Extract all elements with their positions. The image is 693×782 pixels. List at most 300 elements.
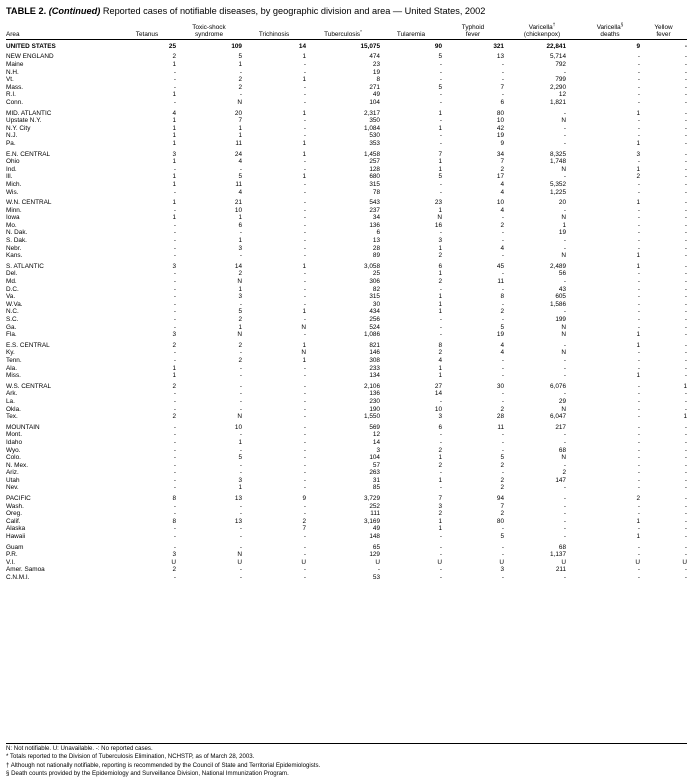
header-row [6, 21, 687, 40]
table-row [6, 260, 687, 271]
cell-typhoid: 9 [500, 139, 504, 147]
row-area-label: Wyo. [6, 446, 21, 454]
cell-yellow: - [684, 278, 687, 286]
cell-tularemia: 2 [438, 510, 442, 518]
cell-varicella_deaths: - [637, 543, 640, 551]
cell-varicella: 2,290 [550, 83, 566, 91]
cell-tss: - [239, 431, 242, 439]
cell-tetanus: - [173, 356, 176, 364]
row-area-label: Wash. [6, 502, 24, 510]
cell-yellow: - [684, 308, 687, 316]
cell-tuberculosis: 85 [372, 484, 380, 492]
table-row [6, 413, 687, 421]
table-row [6, 380, 687, 391]
table-row [6, 181, 687, 189]
cell-varicella: N [561, 323, 566, 331]
cell-varicella: 5,714 [550, 53, 566, 61]
cell-trichinosis: - [303, 300, 306, 308]
cell-typhoid: 80 [496, 517, 504, 525]
cell-yellow: - [684, 525, 687, 533]
cell-yellow: - [684, 262, 687, 270]
cell-tuberculosis: 680 [369, 173, 380, 181]
cell-tularemia: 1 [438, 364, 442, 372]
row-area-label: NEW ENGLAND [6, 53, 54, 61]
cell-typhoid: - [501, 469, 504, 477]
cell-varicella: 605 [555, 293, 566, 301]
cell-trichinosis: - [303, 502, 306, 510]
cell-tetanus: - [173, 308, 176, 316]
cell-tuberculosis: 263 [369, 469, 380, 477]
cell-tss: 21 [234, 199, 242, 207]
cell-trichinosis: - [303, 98, 306, 106]
row-area-label: Ala. [6, 364, 18, 372]
cell-varicella_deaths: - [637, 188, 640, 196]
cell-yellow: - [684, 285, 687, 293]
row-area-label: Maine [6, 61, 24, 68]
row-area-label: UNITED STATES [6, 42, 56, 50]
row-area-label: Conn. [6, 98, 24, 106]
cell-varicella_deaths: 1 [636, 517, 640, 525]
table-row [6, 207, 687, 215]
cell-tularemia: 23 [434, 199, 442, 207]
row-area-label: Mont. [6, 431, 22, 439]
row-area-label: Tenn. [6, 356, 22, 364]
cell-tetanus: 25 [168, 42, 176, 50]
cell-trichinosis: - [303, 221, 306, 229]
cell-trichinosis: - [303, 405, 306, 413]
cell-trichinosis: - [303, 91, 306, 99]
row-area-label: W.N. CENTRAL [6, 199, 52, 207]
cell-tetanus: U [171, 558, 176, 566]
cell-varicella: - [563, 173, 566, 181]
cell-yellow: - [684, 124, 687, 132]
cell-typhoid: 42 [496, 124, 504, 132]
table-row [6, 286, 687, 294]
table-row [6, 510, 687, 518]
cell-typhoid: - [501, 252, 504, 260]
cell-tss: 10 [234, 206, 242, 214]
cell-tetanus: 3 [172, 331, 176, 339]
cell-typhoid: - [501, 525, 504, 533]
cell-varicella: - [563, 308, 566, 316]
cell-tss: - [239, 405, 242, 413]
cell-trichinosis: - [303, 533, 306, 541]
table-row [6, 324, 687, 332]
cell-varicella: - [563, 438, 566, 446]
cell-tetanus: - [173, 229, 176, 237]
cell-tss: 6 [238, 221, 242, 229]
cell-typhoid: 8 [500, 293, 504, 301]
cell-tetanus: 1 [172, 139, 176, 147]
cell-tuberculosis: 57 [372, 461, 380, 469]
cell-trichinosis: - [303, 431, 306, 439]
cell-tss: - [239, 91, 242, 99]
cell-trichinosis: - [303, 285, 306, 293]
cell-tss: - [239, 382, 242, 390]
cell-tuberculosis: - [377, 566, 380, 574]
col-header-trichinosis-label: Trichinosis [258, 31, 290, 39]
cell-varicella: 1,225 [550, 188, 566, 196]
cell-tetanus: - [173, 300, 176, 308]
cell-typhoid: 4 [500, 349, 504, 357]
cell-varicella_deaths: 3 [636, 150, 640, 158]
cell-tetanus: - [173, 502, 176, 510]
table-row [6, 301, 687, 309]
cell-varicella_deaths: - [637, 574, 640, 581]
cell-yellow: - [684, 502, 687, 510]
cell-typhoid: - [501, 551, 504, 559]
cell-tularemia: 2 [438, 446, 442, 454]
table-row [6, 132, 687, 140]
cell-tetanus: - [173, 83, 176, 91]
cell-yellow: - [684, 109, 687, 117]
cell-tularemia: 1 [438, 158, 442, 166]
cell-typhoid: 17 [496, 173, 504, 181]
cell-varicella_deaths: - [637, 214, 640, 222]
row-area-label: Iowa [6, 214, 20, 222]
cell-varicella: - [563, 139, 566, 147]
cell-typhoid: 2 [500, 165, 504, 173]
cell-yellow: - [684, 132, 687, 140]
cell-tetanus: - [173, 252, 176, 260]
cell-tularemia: - [439, 431, 442, 439]
cell-tetanus: - [173, 390, 176, 398]
cell-trichinosis: 1 [302, 356, 306, 364]
cell-tetanus: - [173, 316, 176, 323]
row-area-label: S.C. [6, 316, 19, 323]
cell-tularemia: 1 [438, 525, 442, 533]
cell-tetanus: - [173, 98, 176, 106]
table-head [6, 21, 687, 40]
cell-typhoid: 2 [500, 484, 504, 492]
cell-varicella_deaths: - [637, 510, 640, 518]
cell-yellow: - [684, 495, 687, 503]
cell-varicella_deaths: - [637, 454, 640, 462]
cell-tetanus: - [173, 76, 176, 84]
cell-tetanus: - [173, 574, 176, 581]
row-area-label: R.I. [6, 91, 16, 99]
table-row [6, 541, 687, 552]
cell-typhoid: - [501, 543, 504, 551]
cell-varicella_deaths: - [637, 221, 640, 229]
row-area-label: D.C. [6, 285, 19, 293]
cell-varicella: 792 [555, 61, 566, 68]
cell-yellow: - [684, 461, 687, 469]
cell-varicella: - [563, 237, 566, 245]
cell-varicella_deaths: - [637, 132, 640, 140]
cell-tetanus: - [173, 293, 176, 301]
cell-typhoid: - [501, 61, 504, 68]
cell-trichinosis: - [303, 574, 306, 581]
row-area-label: W.Va. [6, 300, 23, 308]
cell-varicella_deaths: - [637, 53, 640, 61]
col-header-varicella-chickenpox: Varicella† (chickenpox) [504, 21, 580, 40]
cell-yellow: - [684, 76, 687, 84]
cell-tss: 13 [234, 517, 242, 525]
cell-yellow: - [684, 533, 687, 541]
cell-varicella: - [563, 431, 566, 439]
row-area-label: Ill. [6, 173, 13, 181]
cell-tetanus: - [173, 525, 176, 533]
cell-tetanus: - [173, 278, 176, 286]
cell-tularemia: 3 [438, 502, 442, 510]
cell-typhoid: 19 [496, 132, 504, 140]
cell-tuberculosis: 1,086 [364, 331, 380, 339]
cell-varicella: - [563, 244, 566, 252]
cell-tetanus: 1 [172, 214, 176, 222]
cell-varicella_deaths: - [637, 551, 640, 559]
cell-tetanus: 2 [172, 413, 176, 421]
cell-yellow: - [684, 165, 687, 173]
cell-tetanus: 1 [172, 132, 176, 140]
cell-tuberculosis: 65 [372, 543, 380, 551]
cell-varicella: - [563, 495, 566, 503]
cell-typhoid: 13 [496, 53, 504, 61]
cell-tss: 3 [238, 476, 242, 484]
cell-yellow: - [684, 61, 687, 68]
cell-tuberculosis: 8 [376, 76, 380, 84]
cell-varicella: - [563, 510, 566, 518]
cell-tularemia: 3 [438, 413, 442, 421]
cell-tuberculosis: 1,458 [364, 150, 380, 158]
row-area-label: N. Mex. [6, 461, 29, 469]
row-area-label: Amer. Samoa [6, 566, 45, 574]
cell-yellow: - [684, 300, 687, 308]
cell-yellow: - [684, 551, 687, 559]
cell-varicella: N [561, 405, 566, 413]
cell-yellow: - [684, 356, 687, 364]
cell-varicella_deaths: - [637, 316, 640, 323]
row-area-label: Ariz. [6, 469, 19, 477]
cell-yellow: - [684, 476, 687, 484]
table-row [6, 39, 687, 50]
cell-tularemia: - [439, 469, 442, 477]
cell-varicella: 1,137 [550, 551, 566, 559]
cell-varicella_deaths: - [637, 323, 640, 331]
cell-tss: 5 [238, 454, 242, 462]
cell-tetanus: - [173, 188, 176, 196]
cell-tularemia: - [439, 316, 442, 323]
table-row [6, 229, 687, 237]
row-area-label: S. ATLANTIC [6, 262, 44, 270]
cell-tularemia: 2 [438, 349, 442, 357]
cell-trichinosis: - [303, 446, 306, 454]
cell-tetanus: 1 [172, 199, 176, 207]
cell-varicella_deaths: - [637, 364, 640, 372]
cell-tuberculosis: 543 [369, 199, 380, 207]
cell-varicella_deaths: - [637, 229, 640, 237]
cell-tuberculosis: 569 [369, 423, 380, 431]
cell-yellow: - [684, 53, 687, 61]
table-row [6, 173, 687, 181]
cell-tss: N [237, 331, 242, 339]
cell-tularemia: - [439, 566, 442, 574]
cell-tuberculosis: 129 [369, 551, 380, 559]
cell-varicella: N [561, 165, 566, 173]
cell-tuberculosis: 34 [372, 214, 380, 222]
cell-varicella: - [563, 502, 566, 510]
row-area-label: Wis. [6, 188, 19, 196]
cell-varicella_deaths: 1 [636, 341, 640, 349]
cell-yellow: - [684, 252, 687, 260]
cell-varicella_deaths: - [637, 158, 640, 166]
cell-tuberculosis: 148 [369, 533, 380, 541]
cell-tss: 2 [238, 356, 242, 364]
cell-tss: 1 [238, 237, 242, 245]
cell-yellow: - [684, 543, 687, 551]
table-row [6, 525, 687, 533]
cell-yellow: - [684, 229, 687, 237]
cell-typhoid: - [501, 76, 504, 84]
cell-varicella: - [563, 124, 566, 132]
cell-typhoid: 7 [500, 158, 504, 166]
cell-typhoid: 34 [496, 150, 504, 158]
cell-varicella: 8,325 [550, 150, 566, 158]
cell-tuberculosis: 30 [372, 300, 380, 308]
cell-typhoid: 7 [500, 502, 504, 510]
table-number: TABLE 2. [6, 6, 47, 16]
cell-tss: 1 [238, 61, 242, 68]
cell-tss: - [239, 502, 242, 510]
cell-tuberculosis: 146 [369, 349, 380, 357]
col-header-area [6, 21, 118, 40]
cell-varicella: 1 [562, 221, 566, 229]
cell-tss: 20 [234, 109, 242, 117]
cell-varicella: - [563, 517, 566, 525]
cell-tularemia: 5 [438, 173, 442, 181]
cell-yellow: - [684, 566, 687, 574]
cell-typhoid: 28 [496, 413, 504, 421]
cell-yellow: - [684, 390, 687, 398]
cell-tuberculosis: 434 [369, 308, 380, 316]
cell-trichinosis: - [303, 132, 306, 140]
cell-tuberculosis: 49 [372, 91, 380, 99]
row-area-label: Idaho [6, 438, 22, 446]
table-row [6, 316, 687, 324]
cell-varicella: - [563, 484, 566, 492]
cell-trichinosis: 1 [302, 76, 306, 84]
cell-tss: 13 [234, 495, 242, 503]
cell-tetanus: - [173, 510, 176, 518]
cell-trichinosis: 1 [302, 109, 306, 117]
row-area-label: La. [6, 397, 15, 405]
cell-typhoid: 30 [496, 382, 504, 390]
cell-trichinosis: N [301, 349, 306, 357]
cell-tularemia: 4 [438, 356, 442, 364]
table-row [6, 559, 687, 567]
cell-tuberculosis: 23 [372, 61, 380, 68]
cell-tularemia: 1 [438, 517, 442, 525]
table-row [6, 365, 687, 373]
cell-tetanus: - [173, 438, 176, 446]
cell-tularemia: 1 [438, 124, 442, 132]
cell-trichinosis: 9 [302, 495, 306, 503]
cell-tetanus: 4 [172, 109, 176, 117]
cell-varicella: U [561, 558, 566, 566]
cell-varicella_deaths: - [637, 293, 640, 301]
cell-tuberculosis: 104 [369, 98, 380, 106]
cell-tetanus: - [173, 68, 176, 76]
cell-yellow: 1 [683, 382, 687, 390]
row-area-label: Utah [6, 476, 20, 484]
cell-tuberculosis: 233 [369, 364, 380, 372]
cell-yellow: - [684, 214, 687, 222]
cell-trichinosis: - [303, 484, 306, 492]
table-row [6, 349, 687, 357]
cell-tuberculosis: 530 [369, 132, 380, 140]
cell-typhoid: U [499, 558, 504, 566]
cell-typhoid: - [501, 229, 504, 237]
footnote-legend: N: Not notifiable. U: Unavailable. -: No reported cases. [6, 745, 153, 753]
cell-tss: - [239, 397, 242, 405]
cell-trichinosis: - [303, 476, 306, 484]
table-row [6, 503, 687, 511]
row-area-label: Va. [6, 293, 16, 301]
cell-tularemia: 27 [434, 382, 442, 390]
cell-tuberculosis: 821 [369, 341, 380, 349]
cell-tularemia: 2 [438, 278, 442, 286]
row-area-label: Ky. [6, 349, 15, 357]
table-row [6, 61, 687, 69]
cell-tularemia: 7 [438, 150, 442, 158]
row-area-label: Guam [6, 543, 24, 551]
cell-varicella_deaths: - [637, 244, 640, 252]
cell-tularemia: 1 [438, 206, 442, 214]
cell-trichinosis: - [303, 229, 306, 237]
cell-tss: 2 [238, 83, 242, 91]
cell-tuberculosis: U [375, 558, 380, 566]
cell-tularemia: - [439, 229, 442, 237]
cell-typhoid: 4 [500, 180, 504, 188]
cell-trichinosis: - [303, 270, 306, 278]
cell-tss: 10 [234, 423, 242, 431]
cell-tularemia: 1 [438, 293, 442, 301]
row-area-label: Fla. [6, 331, 17, 339]
cell-varicella: N [561, 117, 566, 125]
cell-tetanus: 2 [172, 382, 176, 390]
cell-varicella: N [561, 349, 566, 357]
cell-tss: - [239, 510, 242, 518]
cell-tularemia: - [439, 98, 442, 106]
cell-tetanus: 1 [172, 124, 176, 132]
cell-varicella: 217 [555, 423, 566, 431]
table-row [6, 69, 687, 77]
cell-varicella_deaths: - [637, 431, 640, 439]
row-area-label: Tex. [6, 413, 18, 421]
cell-trichinosis: 1 [302, 262, 306, 270]
cell-tuberculosis: 350 [369, 117, 380, 125]
table-row [6, 469, 687, 477]
cell-tetanus: 1 [172, 180, 176, 188]
table-row [6, 484, 687, 492]
table-row [6, 533, 687, 541]
table-row [6, 189, 687, 197]
cell-varicella_deaths: - [637, 124, 640, 132]
cell-yellow: - [684, 454, 687, 462]
row-area-label: Nev. [6, 484, 19, 492]
col-header-tularemia [380, 21, 442, 40]
footnote-rule [6, 743, 687, 744]
cell-tularemia: - [439, 117, 442, 125]
row-area-label: Del. [6, 270, 18, 278]
cell-tss: - [239, 372, 242, 380]
cell-varicella: 6,047 [550, 413, 566, 421]
cell-varicella_deaths: - [637, 438, 640, 446]
cell-varicella: 1,586 [550, 300, 566, 308]
cell-tularemia: 16 [434, 221, 442, 229]
cell-trichinosis: - [303, 188, 306, 196]
cell-trichinosis: - [303, 244, 306, 252]
